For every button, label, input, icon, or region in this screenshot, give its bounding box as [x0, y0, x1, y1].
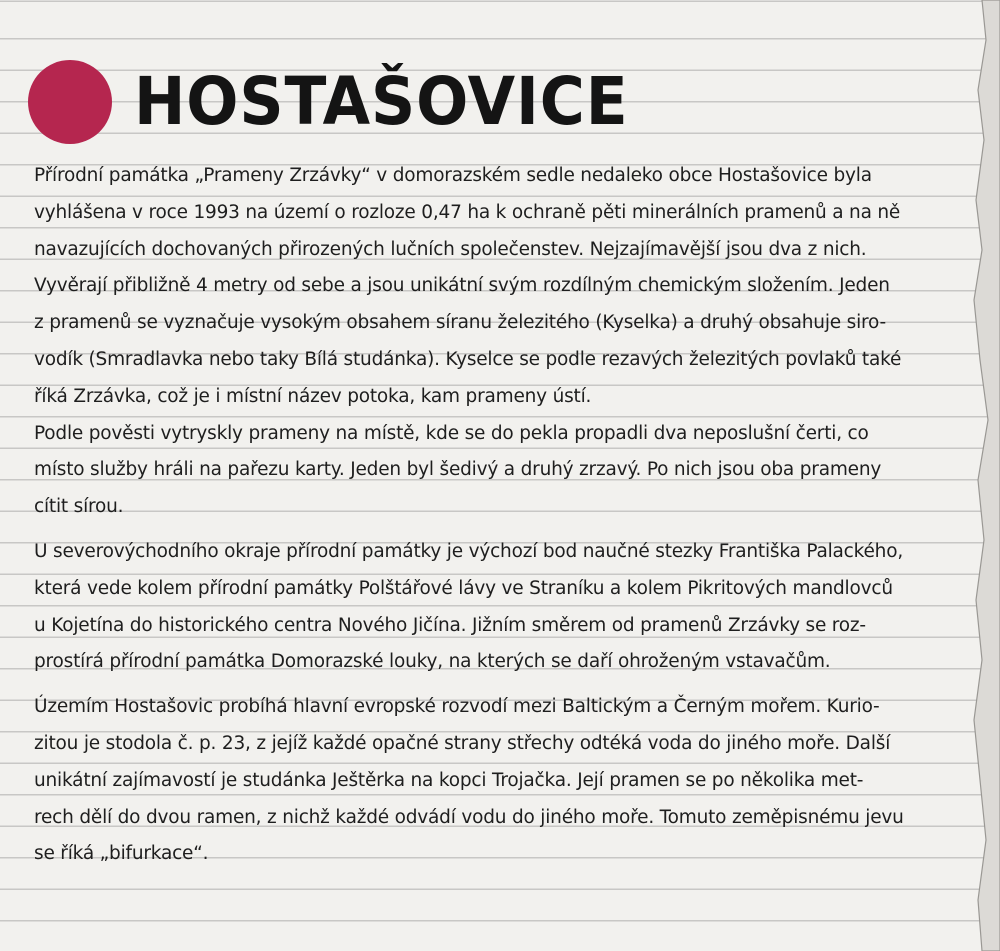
- article-body: [34, 158, 964, 873]
- text-line: unikátní zajímavostí je studánka Ještěrka na kopci Trojačka. Její pramen se po několika met-: [34, 769, 864, 791]
- paragraph: [34, 534, 964, 681]
- text-line: vodík (Smradlavka nebo taky Bílá studánka). Kyselce se podle rezavých železitých povlaků také: [34, 348, 902, 370]
- text-line: říká Zrzávka, což je i místní název potoka, kam prameny ústí.: [34, 385, 592, 407]
- text-line: Vyvěrají přibližně 4 metry od sebe a jsou unikátní svým rozdílným chemickým složením. Jeden: [34, 275, 890, 297]
- paragraph: [34, 689, 964, 873]
- page-title: HOSTAŠOVICE: [134, 63, 629, 140]
- text-line: zitou je stodola č. p. 23, z jejíž každé opačné strany střechy odtéká voda do jiného moře. Další: [34, 732, 891, 754]
- paragraph: [34, 416, 964, 526]
- text-line: vyhlášena v roce 1993 na území o rozloze 0,47 ha k ochraně pěti minerálních pramenů a na ně: [34, 201, 901, 223]
- text-line: navazujících dochovaných přirozených lučních společenstev. Nejzajímavější jsou dva z nich.: [34, 238, 867, 260]
- torn-edge: [960, 0, 1000, 951]
- text-line: která vede kolem přírodní památky Polštářové lávy ve Straníku a kolem Pikritových mandlovců: [34, 577, 893, 599]
- text-line: rech dělí do dvou ramen, z nichž každé odvádí vodu do jiného moře. Tomuto zeměpisnému jevu: [34, 806, 904, 828]
- text-line: z pramenů se vyznačuje vysokým obsahem síranu železitého (Kyselka) a druhý obsahuje siro-: [34, 312, 886, 334]
- text-line: místo služby hráli na pařezu karty. Jeden byl šedivý a druhý zrzavý. Po nich jsou oba prameny: [34, 459, 882, 481]
- text-line: cítit sírou.: [34, 496, 124, 518]
- text-line: u Kojetína do historického centra Nového Jičína. Jižním směrem od pramenů Zrzávky se roz-: [34, 614, 866, 636]
- text-line: Územím Hostašovic probíhá hlavní evropské rozvodí mezi Baltickým a Černým mořem. Kurio-: [34, 696, 880, 718]
- page-header: [28, 62, 666, 142]
- title-dot: [28, 60, 112, 144]
- text-line: se říká „bifurkace“.: [34, 843, 209, 865]
- text-line: Přírodní památka „Prameny Zrzávky“ v domorazském sedle nedaleko obce Hostašovice byla: [34, 165, 872, 186]
- paragraph: [34, 158, 964, 416]
- text-line: prostírá přírodní památka Domorazské louky, na kterých se daří ohroženým vstavačům.: [34, 651, 831, 673]
- text-line: U severovýchodního okraje přírodní památky je výchozí bod naučné stezky Františka Palackého,: [34, 540, 903, 562]
- text-line: Podle pověsti vytryskly prameny na místě, kde se do pekla propadli dva neposlušní čerti, co: [34, 422, 869, 444]
